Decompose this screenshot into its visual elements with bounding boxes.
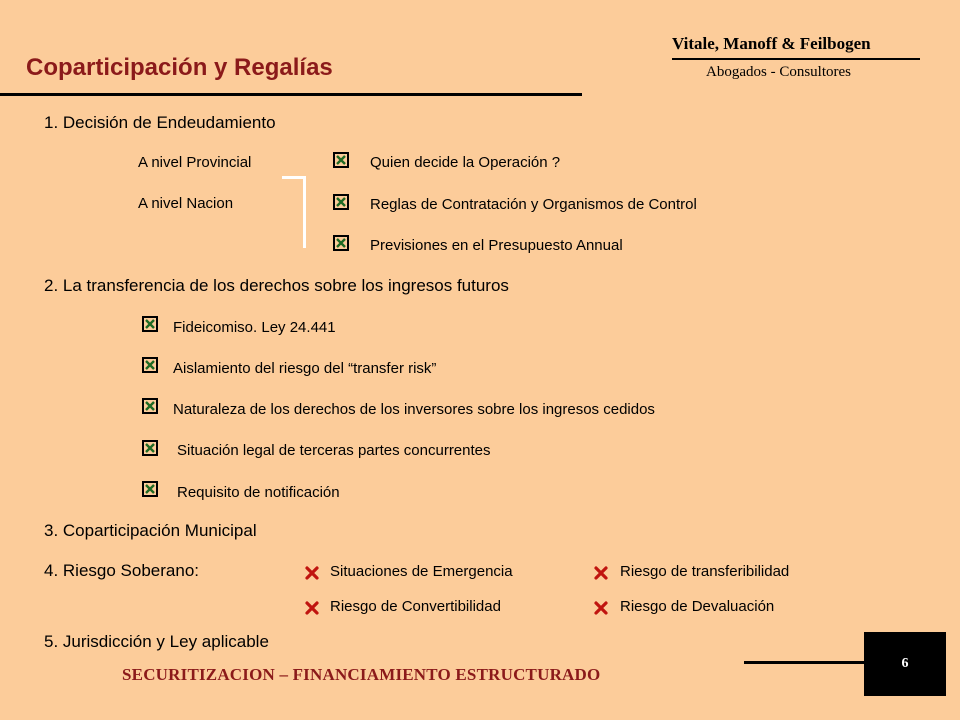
risk-2: Riesgo de transferibilidad (620, 563, 790, 580)
page-number: 6 (864, 632, 946, 696)
checkbox-x-icon (333, 194, 349, 210)
red-x-icon (593, 565, 609, 581)
firm-name-rule (672, 58, 920, 60)
title-underline (0, 93, 582, 96)
checkbox-x-icon (142, 357, 158, 373)
bracket-connector-vertical (303, 176, 306, 248)
checkbox-x-icon (142, 398, 158, 414)
s2-item-1: Fideicomiso. Ley 24.441 (173, 319, 336, 336)
firm-name: Vitale, Manoff & Feilbogen (672, 34, 871, 53)
red-x-icon (593, 600, 609, 616)
red-x-icon (304, 565, 320, 581)
risk-1: Situaciones de Emergencia (330, 563, 513, 580)
section-2-heading: 2. La transferencia de los derechos sobre los ingresos futuros (44, 276, 509, 295)
s1-item-2: Reglas de Contratación y Organismos de Control (370, 196, 697, 213)
s2-item-5: Requisito de notificación (177, 484, 340, 501)
s1-item-1: Quien decide la Operación ? (370, 154, 561, 171)
footer-text: SECURITIZACION – FINANCIAMIENTO ESTRUCTURADO (122, 665, 601, 684)
firm-subtitle: Abogados - Consultores (706, 64, 851, 80)
s2-item-2: Aislamiento del riesgo del “transfer risk” (173, 360, 437, 377)
s2-item-4: Situación legal de terceras partes concurrentes (177, 442, 491, 459)
section-5-heading: 5. Jurisdicción y Ley aplicable (44, 632, 269, 651)
checkbox-x-icon (142, 481, 158, 497)
level-nacion-label: A nivel Nacion (138, 195, 234, 212)
checkbox-x-icon (142, 440, 158, 456)
slide-title: Coparticipación y Regalías (26, 54, 333, 81)
s1-item-3: Previsiones en el Presupuesto Annual (370, 237, 623, 254)
risk-4: Riesgo de Devaluación (620, 598, 775, 615)
red-x-icon (304, 600, 320, 616)
section-4-heading: 4. Riesgo Soberano: (44, 561, 199, 580)
s2-item-3: Naturaleza de los derechos de los inversores sobre los ingresos cedidos (173, 401, 655, 418)
checkbox-x-icon (142, 316, 158, 332)
section-1-heading: 1. Decisión de Endeudamiento (44, 113, 276, 132)
risk-3: Riesgo de Convertibilidad (330, 598, 501, 615)
checkbox-x-icon (333, 152, 349, 168)
checkbox-x-icon (333, 235, 349, 251)
section-3-heading: 3. Coparticipación Municipal (44, 521, 257, 540)
level-provincial-label: A nivel Provincial (138, 154, 252, 171)
